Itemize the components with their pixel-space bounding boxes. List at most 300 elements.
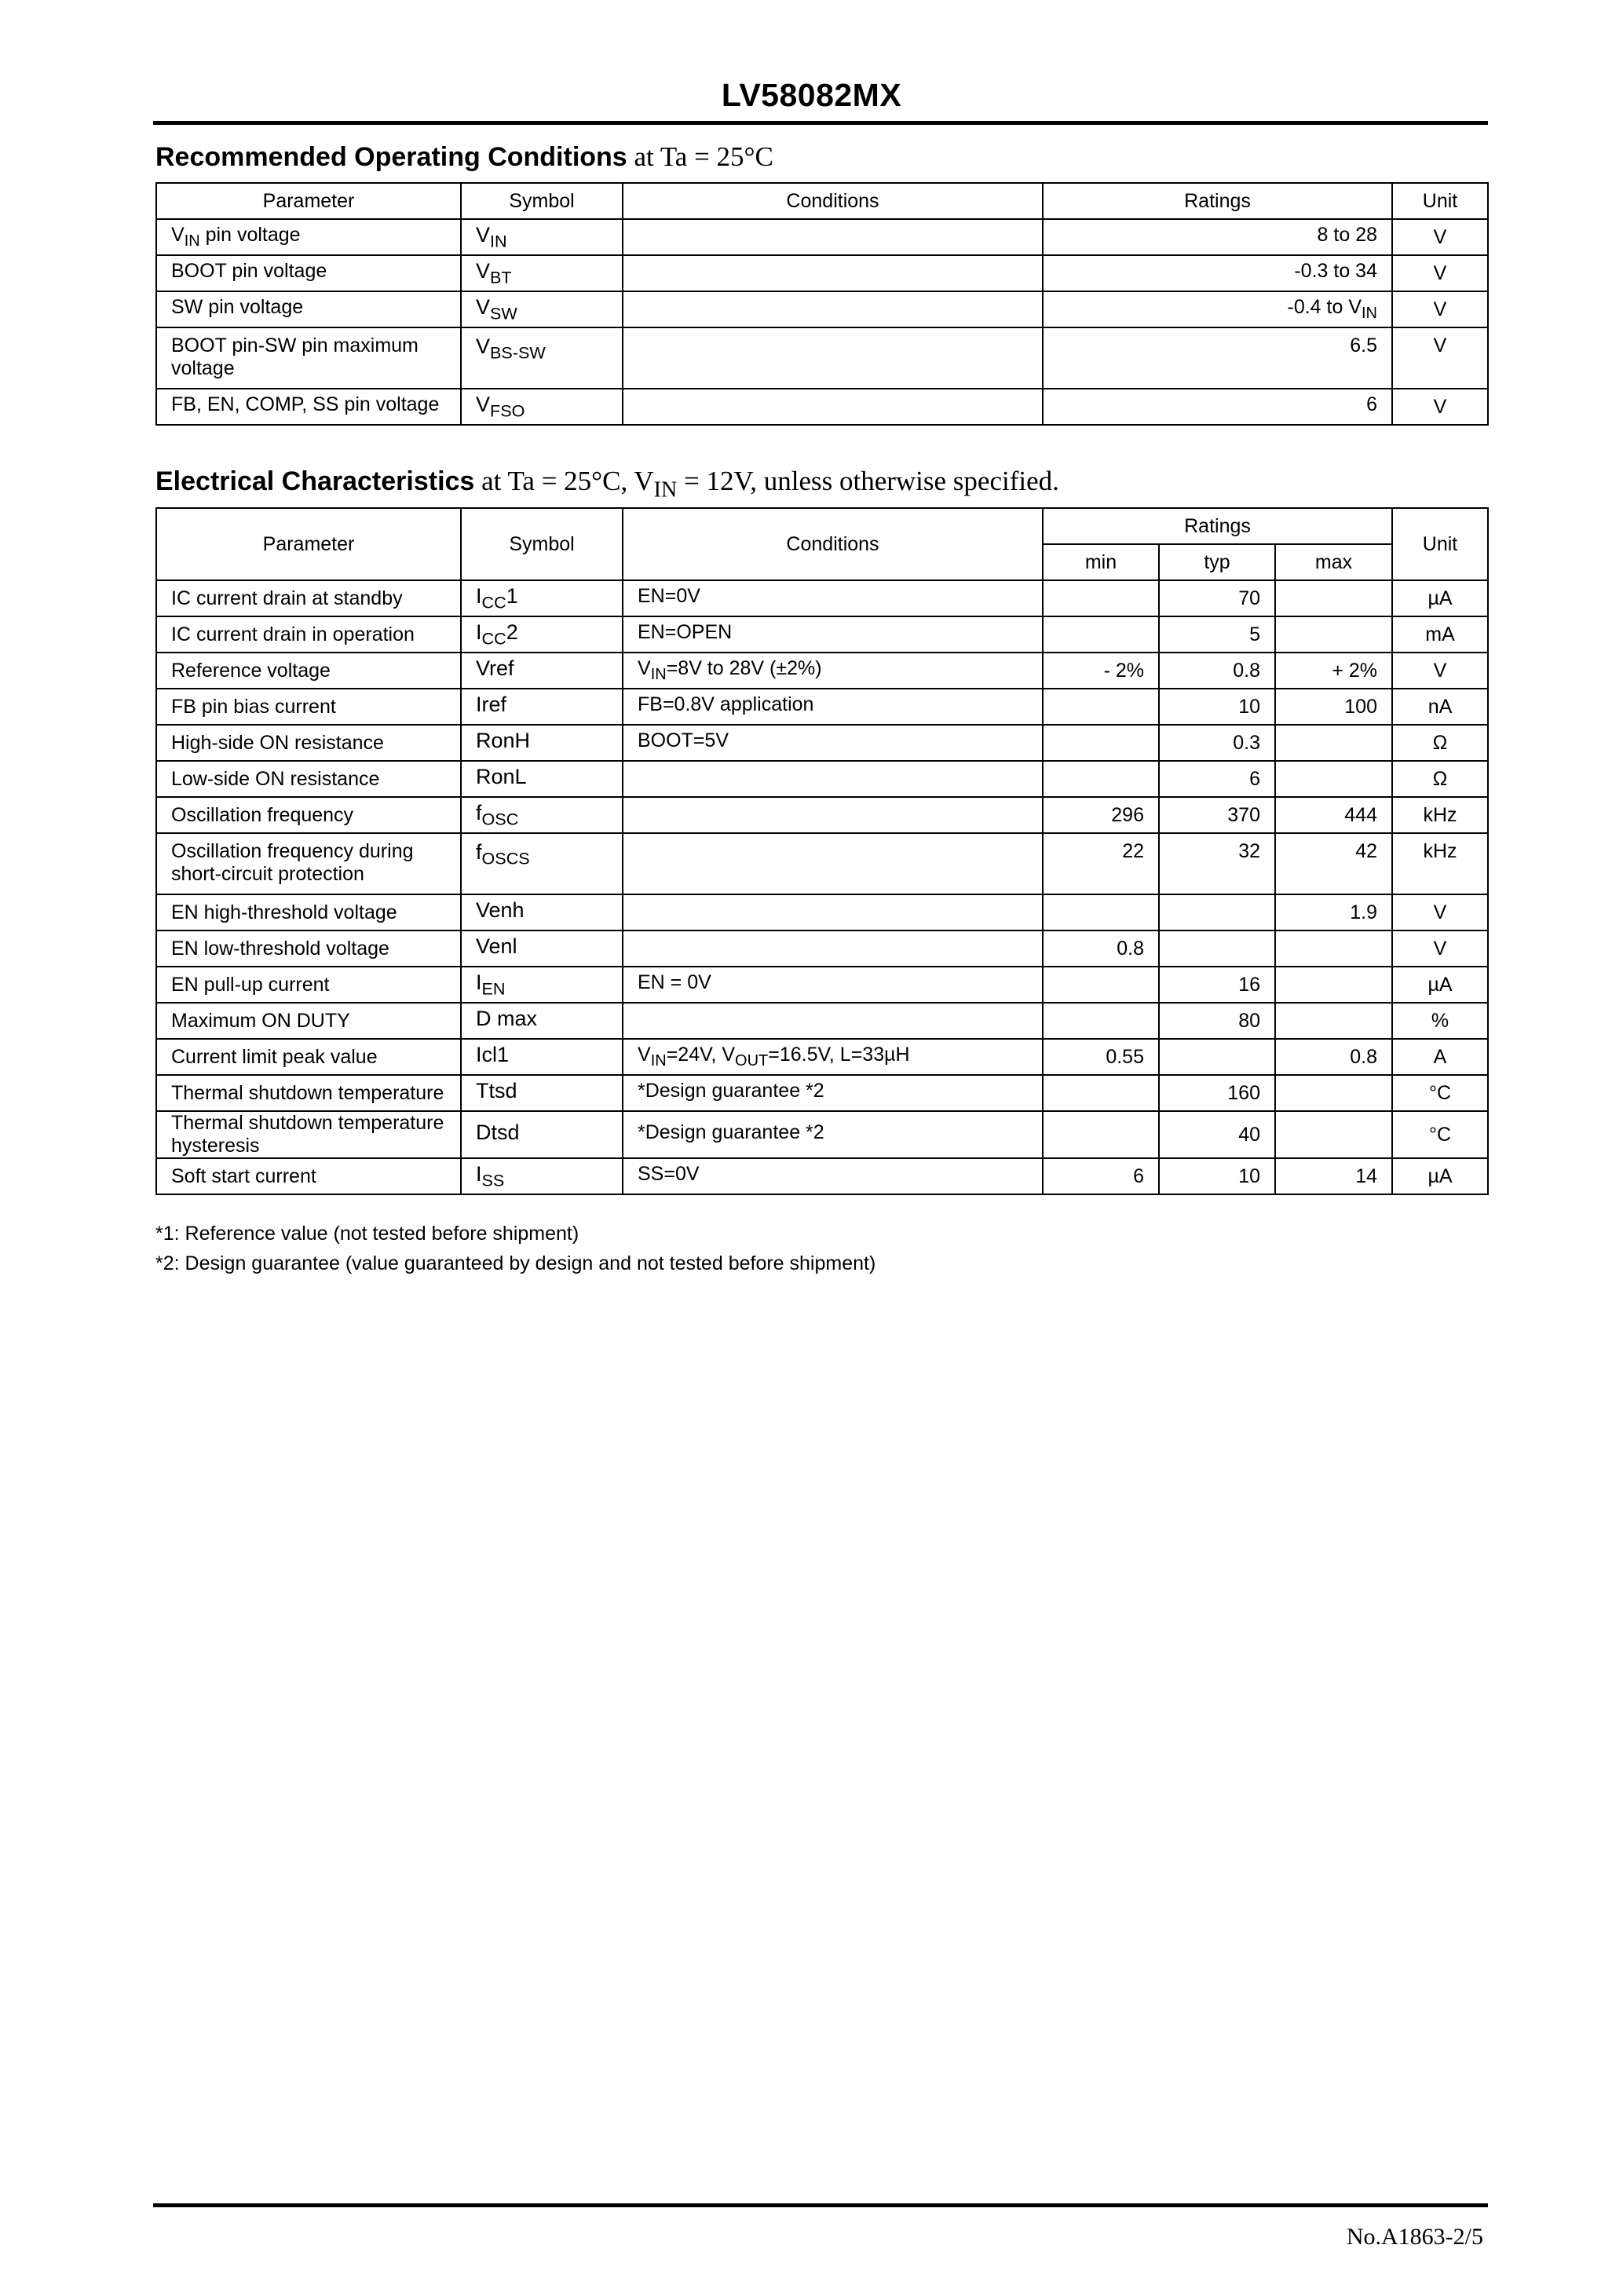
symbol-cell-text: Dtsd	[476, 1120, 520, 1144]
table-row	[156, 291, 1488, 327]
typ-cell	[1159, 580, 1275, 616]
table-row	[156, 327, 1488, 389]
typ-cell-text: 0.3	[1233, 731, 1260, 754]
unit-cell	[1392, 389, 1488, 425]
roc-heading	[155, 141, 773, 173]
max-cell	[1275, 761, 1392, 797]
parameter-cell	[156, 1111, 461, 1158]
conditions-cell-text: =16.5V, L=33µH	[768, 1044, 910, 1066]
max-cell	[1275, 653, 1392, 689]
typ-cell-text: 32	[1238, 840, 1260, 862]
conditions-cell-text: =8V to 28V (±2%)	[666, 657, 822, 679]
unit-cell-text: mA	[1425, 623, 1455, 645]
parameter-cell-text: EN low-threshold voltage	[171, 937, 389, 960]
typ-cell	[1159, 1039, 1275, 1075]
symbol-cell-text: I	[476, 1161, 482, 1186]
unit-cell	[1392, 580, 1488, 616]
parameter-cell	[156, 219, 461, 255]
table-row	[156, 1075, 1488, 1111]
table-row	[156, 761, 1488, 797]
symbol-cell	[461, 797, 623, 833]
unit-cell	[1392, 1075, 1488, 1111]
ec-heading-condition	[474, 466, 1059, 503]
symbol-cell-text: Ttsd	[476, 1078, 517, 1102]
symbol-cell	[461, 1075, 623, 1111]
symbol-cell-text: V	[476, 258, 491, 283]
typ-cell	[1159, 967, 1275, 1003]
parameter-cell-text: Thermal shutdown temperature	[171, 1081, 444, 1104]
min-cell	[1043, 930, 1159, 967]
unit-cell	[1392, 761, 1488, 797]
table-row	[156, 1003, 1488, 1039]
symbol-cell-subscript: OSCS	[481, 848, 530, 868]
unit-cell-text: µA	[1427, 587, 1453, 609]
header-symbol: Symbol	[461, 183, 623, 219]
unit-cell	[1392, 1111, 1488, 1158]
table-row	[156, 894, 1488, 930]
roc-heading-title: Recommended Operating Conditions	[155, 142, 627, 172]
parameter-cell	[156, 616, 461, 653]
header-conditions: Conditions	[623, 508, 1043, 580]
table-row	[156, 967, 1488, 1003]
parameter-cell	[156, 1003, 461, 1039]
document-title: LV58082MX	[721, 77, 902, 113]
conditions-cell	[623, 616, 1043, 653]
rating-cell-text: 6	[1366, 393, 1377, 415]
symbol-cell-text: Venh	[476, 898, 525, 922]
symbol-cell-subscript: SW	[490, 303, 517, 324]
conditions-cell	[623, 1075, 1043, 1111]
parameter-cell-text: Maximum ON DUTY	[171, 1009, 350, 1032]
header-typ: typ	[1159, 544, 1275, 580]
max-cell	[1275, 930, 1392, 967]
rating-cell	[1043, 255, 1392, 291]
typ-cell	[1159, 1111, 1275, 1158]
parameter-cell	[156, 894, 461, 930]
min-cell	[1043, 1039, 1159, 1075]
min-cell-text: 0.8	[1117, 937, 1144, 960]
max-cell	[1275, 1039, 1392, 1075]
symbol-cell-text: Venl	[476, 934, 517, 958]
conditions-cell-text: FB=0.8V application	[638, 693, 814, 715]
max-cell	[1275, 689, 1392, 725]
symbol-cell-text: V	[476, 294, 491, 319]
parameter-cell	[156, 833, 461, 894]
conditions-cell	[623, 725, 1043, 761]
table-row	[156, 653, 1488, 689]
header-ratings: Ratings	[1043, 183, 1392, 219]
symbol-cell-text: 1	[506, 583, 518, 608]
footnote-2: *2: Design guarantee (value guaranteed by design and not tested before shipment)	[155, 1252, 876, 1274]
conditions-cell-text: =24V, V	[666, 1044, 736, 1066]
unit-cell	[1392, 833, 1488, 894]
header-min: min	[1043, 544, 1159, 580]
symbol-cell-subscript: SS	[481, 1170, 505, 1190]
parameter-cell-text: IC current drain in operation	[171, 623, 415, 645]
parameter-cell-text: V	[171, 224, 185, 246]
unit-cell-text: Ω	[1432, 731, 1448, 754]
table-row	[156, 930, 1488, 967]
parameter-cell-text: Reference voltage	[171, 659, 331, 682]
unit-cell	[1392, 725, 1488, 761]
unit-cell	[1392, 1158, 1488, 1194]
parameter-cell	[156, 1075, 461, 1111]
symbol-cell	[461, 219, 623, 255]
symbol-cell-text: V	[476, 392, 491, 416]
electrical-characteristics-table	[155, 507, 1489, 1195]
table-row	[156, 219, 1488, 255]
table-row	[156, 1158, 1488, 1194]
typ-cell	[1159, 653, 1275, 689]
min-cell	[1043, 580, 1159, 616]
conditions-cell	[623, 1158, 1043, 1194]
typ-cell	[1159, 761, 1275, 797]
rating-cell	[1043, 291, 1392, 327]
max-cell	[1275, 1075, 1392, 1111]
max-cell-text: 14	[1355, 1164, 1377, 1187]
rating-cell-text: -0.3 to 34	[1294, 260, 1377, 282]
typ-cell-text: 5	[1249, 623, 1260, 645]
symbol-cell	[461, 653, 623, 689]
recommended-operating-conditions-table	[155, 182, 1489, 426]
unit-cell	[1392, 653, 1488, 689]
symbol-cell-text: I	[476, 620, 482, 644]
parameter-cell	[156, 327, 461, 389]
symbol-cell	[461, 761, 623, 797]
symbol-cell	[461, 1003, 623, 1039]
min-cell	[1043, 833, 1159, 894]
conditions-cell-text: EN=OPEN	[638, 621, 733, 643]
unit-cell	[1392, 797, 1488, 833]
parameter-cell	[156, 389, 461, 425]
parameter-cell-text: High-side ON resistance	[171, 731, 384, 754]
symbol-cell	[461, 327, 623, 389]
rating-cell-text: 6.5	[1350, 335, 1377, 356]
parameter-cell	[156, 797, 461, 833]
min-cell	[1043, 761, 1159, 797]
symbol-cell	[461, 967, 623, 1003]
header-unit: Unit	[1392, 183, 1488, 219]
unit-cell-text: nA	[1427, 695, 1453, 718]
symbol-cell-text: I	[476, 970, 482, 994]
table-row	[156, 580, 1488, 616]
min-cell	[1043, 616, 1159, 653]
parameter-cell-text: Current limit peak value	[171, 1045, 378, 1068]
unit-cell	[1392, 1003, 1488, 1039]
min-cell	[1043, 725, 1159, 761]
table-header-row	[156, 183, 1488, 219]
parameter-cell-text: IC current drain at standby	[171, 587, 403, 609]
symbol-cell-subscript: BT	[490, 267, 512, 287]
conditions-cell	[623, 1039, 1043, 1075]
unit-cell	[1392, 616, 1488, 653]
unit-cell	[1392, 967, 1488, 1003]
min-cell-text: - 2%	[1103, 659, 1144, 682]
conditions-cell-subscript: IN	[650, 1052, 667, 1069]
header-rule	[153, 121, 1488, 125]
parameter-cell-text: FB pin bias current	[171, 695, 336, 718]
ec-heading-sub: IN	[653, 477, 678, 503]
parameter-cell	[156, 761, 461, 797]
typ-cell	[1159, 1003, 1275, 1039]
table-row	[156, 1039, 1488, 1075]
symbol-cell	[461, 1039, 623, 1075]
unit-cell-text: Ω	[1432, 767, 1448, 790]
parameter-cell-text: EN pull-up current	[171, 973, 330, 996]
footnote-1: *1: Reference value (not tested before shipment)	[155, 1223, 579, 1245]
parameter-cell-text: Low-side ON resistance	[171, 767, 380, 790]
parameter-cell	[156, 255, 461, 291]
ec-heading-mid: at Ta = 25°C, V	[474, 466, 654, 496]
unit-cell-text: V	[1433, 261, 1447, 284]
conditions-cell	[623, 255, 1043, 291]
unit-cell	[1392, 291, 1488, 327]
conditions-cell	[623, 1111, 1043, 1158]
rating-cell-subscript: IN	[1362, 305, 1377, 322]
footer-rule	[153, 2203, 1488, 2207]
typ-cell-text: 80	[1238, 1009, 1260, 1032]
conditions-cell-text: BOOT=5V	[638, 729, 729, 751]
symbol-cell-text: f	[476, 840, 482, 864]
header-ratings: Ratings	[1043, 508, 1392, 544]
table-row	[156, 255, 1488, 291]
conditions-cell	[623, 327, 1043, 389]
max-cell	[1275, 1003, 1392, 1039]
conditions-cell	[623, 967, 1043, 1003]
unit-cell-text: µA	[1427, 1164, 1453, 1187]
unit-cell-text: V	[1433, 335, 1447, 356]
parameter-cell	[156, 967, 461, 1003]
conditions-cell	[623, 389, 1043, 425]
max-cell	[1275, 616, 1392, 653]
symbol-cell-text: RonL	[476, 764, 527, 788]
min-cell	[1043, 1111, 1159, 1158]
typ-cell	[1159, 797, 1275, 833]
symbol-cell-text: D max	[476, 1006, 538, 1030]
parameter-cell-subscript: IN	[184, 232, 200, 250]
table-header-row	[156, 508, 1488, 544]
conditions-cell	[623, 833, 1043, 894]
max-cell-text: 1.9	[1350, 901, 1377, 923]
symbol-cell	[461, 291, 623, 327]
min-cell-text: 6	[1133, 1164, 1144, 1187]
typ-cell-text: 10	[1238, 695, 1260, 718]
typ-cell-text: 6	[1249, 767, 1260, 790]
header-symbol: Symbol	[461, 508, 623, 580]
parameter-cell-text: BOOT pin-SW pin maximum voltage	[171, 335, 419, 379]
unit-cell-text: V	[1433, 395, 1447, 418]
max-cell	[1275, 894, 1392, 930]
unit-cell	[1392, 327, 1488, 389]
parameter-cell-text: Oscillation frequency during short-circuit protection	[171, 840, 414, 885]
min-cell-text: 296	[1111, 803, 1144, 826]
symbol-cell	[461, 894, 623, 930]
typ-cell-text: 370	[1227, 803, 1260, 826]
unit-cell-text: °C	[1428, 1123, 1452, 1146]
parameter-cell	[156, 1158, 461, 1194]
table-row	[156, 797, 1488, 833]
symbol-cell-subscript: FSO	[490, 400, 525, 421]
unit-cell	[1392, 894, 1488, 930]
conditions-cell-text: V	[638, 657, 651, 679]
symbol-cell-text: Vref	[476, 656, 514, 680]
unit-cell-text: µA	[1427, 973, 1453, 996]
symbol-cell-subscript: CC	[481, 592, 506, 612]
max-cell	[1275, 580, 1392, 616]
unit-cell-text: A	[1433, 1045, 1447, 1068]
symbol-cell	[461, 1158, 623, 1194]
rating-cell	[1043, 219, 1392, 255]
symbol-cell-subscript: IN	[490, 231, 507, 251]
unit-cell-text: °C	[1428, 1081, 1452, 1104]
conditions-cell	[623, 894, 1043, 930]
conditions-cell	[623, 761, 1043, 797]
parameter-cell	[156, 689, 461, 725]
unit-cell-text: kHz	[1423, 840, 1457, 862]
symbol-cell	[461, 725, 623, 761]
conditions-cell	[623, 291, 1043, 327]
max-cell-text: 444	[1344, 803, 1377, 826]
parameter-cell-text: BOOT pin voltage	[171, 260, 327, 282]
conditions-cell-text: EN = 0V	[638, 971, 711, 993]
conditions-cell-text: EN=0V	[638, 585, 700, 607]
ec-heading-title: Electrical Characteristics	[155, 466, 475, 496]
min-cell	[1043, 967, 1159, 1003]
table-row	[156, 1111, 1488, 1158]
symbol-cell	[461, 580, 623, 616]
parameter-cell-text: Thermal shutdown temperature hysteresis	[171, 1112, 444, 1157]
min-cell	[1043, 689, 1159, 725]
symbol-cell	[461, 1111, 623, 1158]
symbol-cell-subscript: BS-SW	[490, 342, 546, 363]
unit-cell-text: V	[1433, 225, 1447, 248]
unit-cell-text: %	[1431, 1009, 1449, 1032]
symbol-cell	[461, 389, 623, 425]
symbol-cell-text: 2	[506, 620, 518, 644]
symbol-cell	[461, 930, 623, 967]
unit-cell	[1392, 1039, 1488, 1075]
max-cell	[1275, 967, 1392, 1003]
roc-heading-condition: at Ta = 25°C	[627, 141, 773, 172]
conditions-cell	[623, 580, 1043, 616]
footnotes	[155, 1219, 875, 1278]
conditions-cell-subscript: IN	[650, 666, 667, 683]
min-cell	[1043, 894, 1159, 930]
max-cell	[1275, 1111, 1392, 1158]
max-cell	[1275, 833, 1392, 894]
unit-cell-text: V	[1433, 659, 1447, 682]
rating-cell-text: -0.4 to V	[1287, 296, 1362, 318]
unit-cell	[1392, 930, 1488, 967]
parameter-cell-text: FB, EN, COMP, SS pin voltage	[171, 393, 440, 415]
typ-cell-text: 0.8	[1233, 659, 1260, 682]
conditions-cell	[623, 797, 1043, 833]
table-row	[156, 616, 1488, 653]
ec-heading-end: = 12V, unless otherwise specified.	[677, 466, 1059, 496]
unit-cell	[1392, 255, 1488, 291]
min-cell	[1043, 797, 1159, 833]
symbol-cell-text: Iref	[476, 692, 507, 716]
parameter-cell	[156, 725, 461, 761]
typ-cell	[1159, 930, 1275, 967]
max-cell-text: 42	[1355, 840, 1377, 862]
min-cell	[1043, 1075, 1159, 1111]
symbol-cell-text: Icl1	[476, 1042, 510, 1066]
header-parameter: Parameter	[156, 508, 461, 580]
conditions-cell	[623, 930, 1043, 967]
conditions-cell-text: V	[638, 1044, 651, 1066]
max-cell	[1275, 797, 1392, 833]
header-parameter: Parameter	[156, 183, 461, 219]
typ-cell-text: 70	[1238, 587, 1260, 609]
table-row	[156, 389, 1488, 425]
typ-cell-text: 10	[1238, 1164, 1260, 1187]
symbol-cell-subscript: OSC	[481, 809, 519, 829]
conditions-cell-text: *Design guarantee *2	[638, 1080, 824, 1102]
typ-cell	[1159, 833, 1275, 894]
parameter-cell-text: Soft start current	[171, 1164, 316, 1187]
min-cell	[1043, 653, 1159, 689]
symbol-cell-subscript: EN	[481, 978, 506, 999]
unit-cell-text: V	[1433, 937, 1447, 960]
rating-cell	[1043, 389, 1392, 425]
typ-cell-text: 40	[1238, 1123, 1260, 1146]
parameter-cell	[156, 1039, 461, 1075]
symbol-cell	[461, 689, 623, 725]
max-cell-text: + 2%	[1332, 659, 1377, 682]
max-cell	[1275, 1158, 1392, 1194]
parameter-cell-text: Oscillation frequency	[171, 803, 354, 826]
typ-cell	[1159, 894, 1275, 930]
table-row	[156, 725, 1488, 761]
min-cell-text: 0.55	[1106, 1045, 1144, 1068]
typ-cell-text: 160	[1227, 1081, 1260, 1104]
unit-cell-text: kHz	[1423, 803, 1457, 826]
parameter-cell	[156, 653, 461, 689]
symbol-cell-text: RonH	[476, 728, 531, 752]
unit-cell	[1392, 219, 1488, 255]
parameter-cell-text: pin voltage	[199, 224, 301, 246]
symbol-cell	[461, 616, 623, 653]
unit-cell-text: V	[1433, 901, 1447, 923]
rating-cell	[1043, 327, 1392, 389]
header-unit: Unit	[1392, 508, 1488, 580]
conditions-cell	[623, 1003, 1043, 1039]
conditions-cell-text: *Design guarantee *2	[638, 1121, 824, 1143]
min-cell	[1043, 1158, 1159, 1194]
symbol-cell	[461, 833, 623, 894]
typ-cell-text: 16	[1238, 973, 1260, 996]
header-conditions: Conditions	[623, 183, 1043, 219]
symbol-cell-text: V	[476, 335, 491, 358]
symbol-cell	[461, 255, 623, 291]
typ-cell	[1159, 616, 1275, 653]
symbol-cell-subscript: CC	[481, 628, 506, 649]
table-row	[156, 833, 1488, 894]
symbol-cell-text: V	[476, 222, 491, 247]
parameter-cell	[156, 291, 461, 327]
symbol-cell-text: I	[476, 583, 482, 608]
conditions-cell	[623, 689, 1043, 725]
parameter-cell	[156, 930, 461, 967]
typ-cell	[1159, 1075, 1275, 1111]
table-row	[156, 689, 1488, 725]
ec-heading	[155, 466, 1059, 503]
conditions-cell-subscript: OUT	[735, 1052, 769, 1069]
parameter-cell	[156, 580, 461, 616]
conditions-cell	[623, 653, 1043, 689]
typ-cell	[1159, 689, 1275, 725]
